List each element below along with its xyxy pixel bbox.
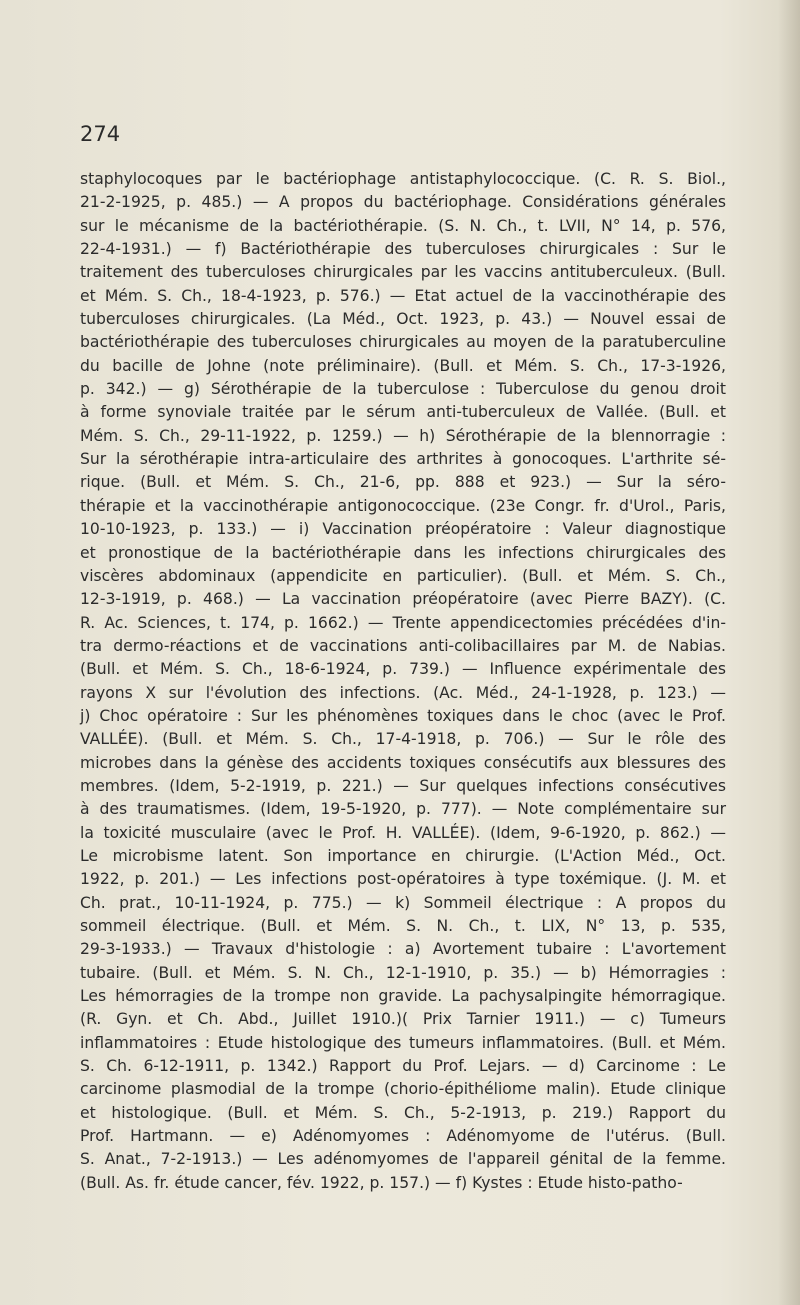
text-line: Le microbisme latent. Son importance en chirurgie. (L'Action Méd., Oct. [80,846,726,865]
text-line: R. Ac. Sciences, t. 174, p. 1662.) — Trente appendicectomies précédées d'in- [80,613,726,632]
text-line: bactériothérapie des tuberculoses chirurgicales au moyen de la paratuberculine [80,333,726,352]
text-line: rayons X sur l'évolution des infections. (Ac. Méd., 24-1-1928, p. 123.) — [80,683,726,702]
text-line: 1922, p. 201.) — Les infections post-opératoires à type toxémique. (J. M. et [80,870,726,889]
text-line: tubaire. (Bull. et Mém. S. N. Ch., 12-1-1910, p. 35.) — b) Hémorragies : [80,963,726,982]
text-line: thérapie et la vaccinothérapie antigonococcique. (23e Congr. fr. d'Urol., Paris, [80,496,726,515]
text-line: Prof. Hartmann. — e) Adénomyomes : Adénomyome de l'utérus. (Bull. [80,1127,726,1146]
text-line: staphylocoques par le bactériophage antistaphylococcique. (C. R. S. Biol., [80,170,726,188]
text-line: j) Choc opératoire : Sur les phénomènes toxiques dans le choc (avec le Prof. [80,706,726,725]
text-line: rique. (Bull. et Mém. S. Ch., 21-6, pp. 888 et 923.) — Sur la séro- [80,473,726,492]
text-line: 29-3-1933.) — Travaux d'histologie : a) Avortement tubaire : L'avortement [80,940,726,959]
text-line: (R. Gyn. et Ch. Abd., Juillet 1910.)( Prix Tarnier 1911.) — c) Tumeurs [80,1010,726,1029]
text-line: sommeil électrique. (Bull. et Mém. S. N. Ch., t. LIX, N° 13, p. 535, [80,917,726,935]
text-line: S. Anat., 7-2-1913.) — Les adénomyomes de l'appareil génital de la femme. [80,1150,726,1169]
text-line: du bacille de Johne (note préliminaire). (Bull. et Mém. S. Ch., 17-3-1926, [80,356,726,375]
text-line: 12-3-1919, p. 468.) — La vaccination préopératoire (avec Pierre BAZY). (C. [80,590,726,609]
text-line: 21-2-1925, p. 485.) — A propos du bactériophage. Considérations générales [80,193,726,212]
text-line: VALLÉE). (Bull. et Mém. S. Ch., 17-4-1918, p. 706.) — Sur le rôle des [80,730,726,749]
text-line: (Bull. As. fr. étude cancer, fév. 1922, p. 157.) — f) Kystes : Etude histo-patho- [80,1173,683,1192]
text-line: p. 342.) — g) Sérothérapie de la tuberculose : Tuberculose du genou droit [80,380,726,399]
text-line: à des traumatismes. (Idem, 19-5-1920, p. 777). — Note complémentaire sur [80,800,726,819]
text-line: tra dermo-réactions et de vaccinations anti-colibacillaires par M. de Nabias. [80,636,726,655]
page-edge-shadow [778,0,800,1305]
text-line: et Mém. S. Ch., 18-4-1923, p. 576.) — Etat actuel de la vaccinothérapie des [80,286,726,305]
text-line: viscères abdominaux (appendicite en particulier). (Bull. et Mém. S. Ch., [80,566,726,585]
text-line: tuberculoses chirurgicales. (La Méd., Oct. 1923, p. 43.) — Nouvel essai de [80,310,726,329]
page-number: 274 [80,122,121,146]
text-line: et pronostique de la bactériothérapie dans les infections chirurgicales des [80,543,726,562]
text-line: la toxicité musculaire (avec le Prof. H. VALLÉE). (Idem, 9-6-1920, p. 862.) — [80,823,726,842]
text-line: Mém. S. Ch., 29-11-1922, p. 1259.) — h) Sérothérapie de la blennorragie : [80,426,726,445]
text-line: microbes dans la génèse des accidents toxiques consécutifs aux blessures des [80,753,726,772]
text-line: 22-4-1931.) — f) Bactériothérapie des tuberculoses chirurgicales : Sur le [80,240,726,259]
text-line: Sur la sérothérapie intra-articulaire des arthrites à gonocoques. L'arthrite sé- [80,450,726,469]
text-line: et histologique. (Bull. et Mém. S. Ch., 5-2-1913, p. 219.) Rapport du [80,1103,726,1122]
text-line: traitement des tuberculoses chirurgicales par les vaccins antituberculeux. (Bull. [80,263,726,282]
text-line: (Bull. et Mém. S. Ch., 18-6-1924, p. 739.) — Influence expérimentale des [80,660,726,679]
text-line: membres. (Idem, 5-2-1919, p. 221.) — Sur quelques infections consécutives [80,776,726,795]
text-line: sur le mécanisme de la bactériothérapie. (S. N. Ch., t. LVII, N° 14, p. 576, [80,216,726,235]
body-text [80,168,726,1195]
text-line: inflammatoires : Etude histologique des tumeurs inflammatoires. (Bull. et Mém. [80,1033,726,1052]
text-line: à forme synoviale traitée par le sérum anti-tuberculeux de Vallée. (Bull. et [80,403,726,422]
text-line: carcinome plasmodial de la trompe (chorio-épithéliome malin). Etude clinique [80,1080,726,1099]
text-line: Les hémorragies de la trompe non gravide. La pachysalpingite hémorragique. [80,987,726,1006]
text-line: Ch. prat., 10-11-1924, p. 775.) — k) Sommeil électrique : A propos du [80,893,726,912]
text-line: 10-10-1923, p. 133.) — i) Vaccination préopératoire : Valeur diagnostique [80,520,726,539]
text-line: S. Ch. 6-12-1911, p. 1342.) Rapport du Prof. Lejars. — d) Carcinome : Le [80,1057,726,1076]
